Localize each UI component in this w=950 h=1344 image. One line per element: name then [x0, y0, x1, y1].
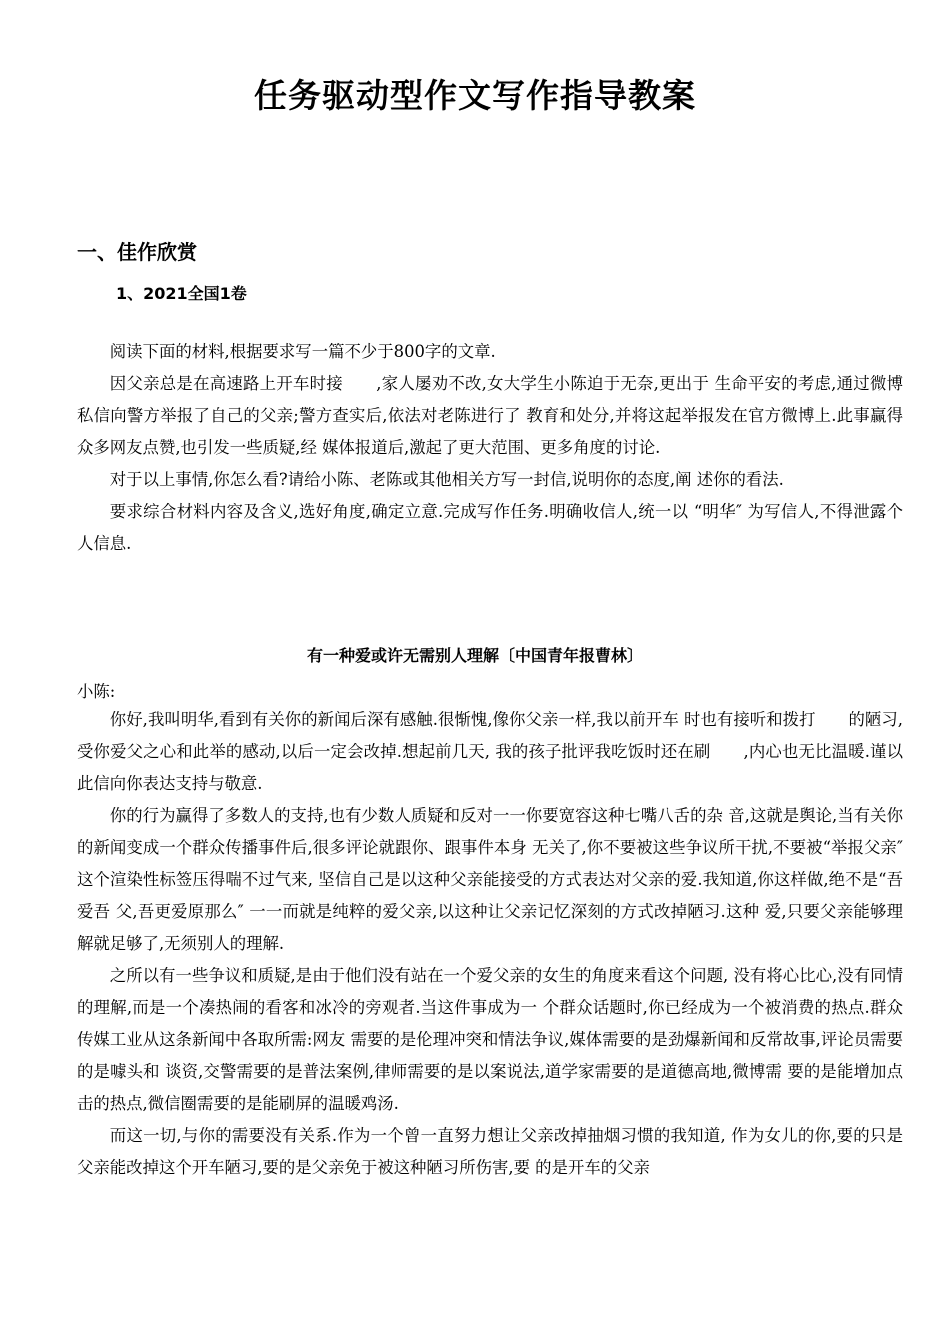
sub-heading: 1、2021全国1卷 — [116, 284, 247, 303]
material-paragraph: 对于以上事情,你怎么看?请给小陈、老陈或其他相关方写一封信,说明你的态度,阐 述你的看法. — [109, 470, 784, 489]
letter-body — [77, 704, 903, 1184]
exam-material — [77, 336, 903, 560]
letter-paragraph: 而这一切,与你的需要没有关系.作为一个曾一直努力想让父亲改掉抽烟习惯的我知道, 作为女儿的你,要的只是父亲能改掉这个开车陋习,要的是父亲免于被这种陋习所伤害,要 的是开车的父亲 — [77, 1126, 903, 1177]
material-paragraph: 因父亲总是在高速路上开车时接 ,家人屡劝不改,女大学生小陈迫于无奈,更出于 生命平安的考虑,通过微博私信向警方举报了自己的父亲;警方查实后,依法对老陈进行了 教育和处分,并将这起举报发在官方微博上.此事赢得众多网友点赞,也引发一些质疑,经 媒体报道后,激起了更大范围、更多角度的讨论. — [77, 374, 903, 457]
material-paragraph: 阅读下面的材料,根据要求写一篇不少于800字的文章. — [109, 342, 496, 361]
section-heading: 一、佳作欣赏 — [77, 240, 197, 264]
letter-paragraph: 你的行为赢得了多数人的支持,也有少数人质疑和反对一一你要宽容这种七嘴八舌的杂 音,这就是舆论,当有关你的新闻变成一个群众传播事件后,很多评论就跟你、跟事件本身 无关了,你不要被这些争议所干扰,不要被“举报父亲″ 这个渲染性标签压得喘不过气来, 坚信自己是以这种父亲能接受的方式表达对父亲的爱.我知道,你这样做,绝不是“吾爱吾 父,吾更爱原那么″ 一一而就是纯粹的爱父亲,以这种让父亲记忆深刻的方式改掉陋习.这种 爱,只要父亲能够理解就足够了,无须别人的理解. — [77, 806, 903, 953]
letter-paragraph: 之所以有一些争议和质疑,是由于他们没有站在一个爱父亲的女生的角度来看这个问题, 没有将心比心,没有同情的理解,而是一个凑热闹的看客和冰冷的旁观者.当这件事成为一 个群众话题时,你已经成为一个被消费的热点.群众传媒工业从这条新闻中各取所需:网友 需要的是伦理冲突和情法争议,媒体需要的是劲爆新闻和反常故事,评论员需要的是噱头和 谈资,交警需要的是普法案例,律师需要的是以案说法,道学家需要的是道德高地,微博需 要的是能增加点击的热点,微信圈需要的是能刷屏的温暖鸡汤. — [77, 966, 903, 1113]
letter-salutation: 小陈: — [77, 682, 116, 701]
material-paragraph: 要求综合材料内容及含义,选好角度,确定立意.完成写作任务.明确收信人,统一以 “明华″ 为写信人,不得泄露个人信息. — [77, 502, 903, 553]
essay-title: 有一种爱或许无需别人理解〔中国青年报曹林〕 — [306, 646, 643, 665]
letter-paragraph: 你好,我叫明华,看到有关你的新闻后深有感触.很惭愧,像你父亲一样,我以前开车 时也有接听和拨打 的陋习,受你爱父之心和此举的感动,以后一定会改掉.想起前几天, 我的孩子批评我吃饭时还在刷 ,内心也无比温暖.谨以此信向你表达支持与敬意. — [77, 710, 903, 793]
document-title: 任务驱动型作文写作指导教案 — [254, 76, 696, 115]
